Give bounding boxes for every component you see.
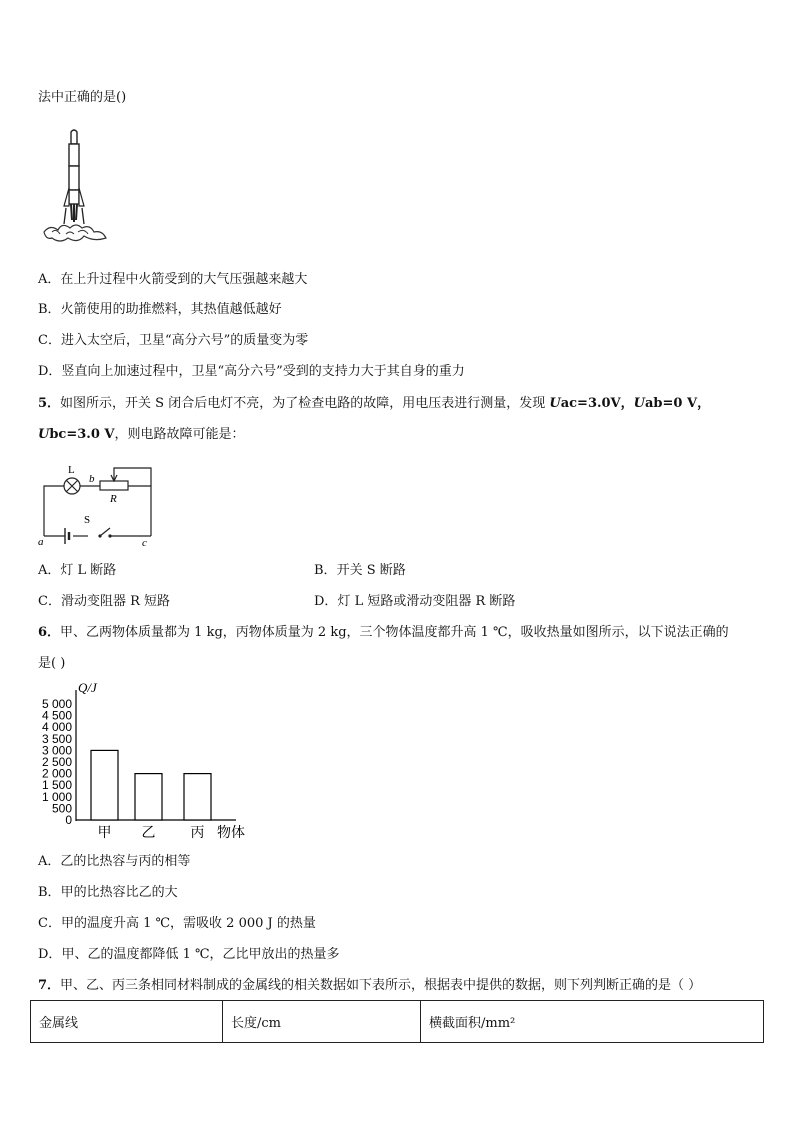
circuit-label-s: S xyxy=(84,514,91,526)
y-tick-label: 2 500 xyxy=(41,755,72,769)
x-axis-label: 物体 xyxy=(217,826,245,841)
circuit-diagram xyxy=(38,458,158,548)
bar xyxy=(91,750,118,820)
circuit-label-c: c xyxy=(142,537,147,548)
y-tick-label: 4 000 xyxy=(41,720,72,735)
q6-stem-line1: 6．甲、乙两物体质量都为 1 kg，丙物体质量为 2 kg，三个物体温度都升高 1 ℃，吸收热量如图所示，以下说法正确的 xyxy=(38,625,729,640)
metal-wire-table xyxy=(30,1000,764,1043)
q4-option-b: B．火箭使用的助推燃料，其热值越低越好 xyxy=(38,302,282,317)
q5-option-d: D．灯 L 短路或滑动变阻器 R 断路 xyxy=(314,594,516,609)
y-tick-label: 3 500 xyxy=(41,731,72,746)
y-tick-label: 500 xyxy=(51,801,72,816)
y-tick-label: 4 500 xyxy=(41,708,72,723)
y-tick-label: 2 000 xyxy=(41,766,72,781)
q7-stem: 7．甲、乙、丙三条相同材料制成的金属线的相关数据如下表所示，根据表中提供的数据，则下列判断正确的是（ ） xyxy=(38,978,702,993)
table-header-cell: 长度/cm xyxy=(223,1001,421,1043)
y-tick-label: 5 000 xyxy=(41,697,72,711)
q6-option-a: A．乙的比热容与丙的相等 xyxy=(38,854,191,869)
table-header-row xyxy=(31,1001,764,1043)
q5-option-a: A．灯 L 断路 xyxy=(38,563,117,578)
table-header-cell: 金属线 xyxy=(31,1001,223,1043)
q4-option-c: C．进入太空后，卫星“高分六号”的质量变为零 xyxy=(38,333,309,348)
q4-stem-tail: 法中正确的是() xyxy=(38,90,127,105)
q4-option-d: D．竖直向上加速过程中，卫星“高分六号”受到的支持力大于其自身的重力 xyxy=(38,364,465,379)
circuit-label-l: L xyxy=(68,464,75,476)
x-tick-label: 丙 xyxy=(190,826,205,841)
circuit-label-r: R xyxy=(110,493,117,505)
heat-bar-chart xyxy=(36,680,256,844)
y-tick-label: 3 000 xyxy=(41,743,72,758)
q4-option-a: A．在上升过程中火箭受到的大气压强越来越大 xyxy=(38,272,308,287)
y-tick-label: 1 000 xyxy=(41,789,72,804)
q6-stem-line2: 是( ) xyxy=(38,656,66,671)
rocket-illustration xyxy=(38,128,110,248)
q5-option-c: C．滑动变阻器 R 短路 xyxy=(38,594,171,609)
q5-stem-line1: 5．如图所示，开关 S 闭合后电灯不亮，为了检查电路的故障，用电压表进行测量，发现 Uac=3.0V，Uab=0 V， xyxy=(38,396,711,411)
circuit-label-b: b xyxy=(89,473,95,485)
table-header-cell: 横截面积/mm² xyxy=(421,1001,764,1043)
q5-option-b: B．开关 S 断路 xyxy=(314,563,406,578)
x-tick-label: 甲 xyxy=(97,826,112,841)
q6-number: 6． xyxy=(38,625,61,640)
q6-option-c: C．甲的温度升高 1 ℃，需吸收 2 000 J 的热量 xyxy=(38,916,316,931)
y-tick-label: 1 500 xyxy=(41,778,72,793)
q7-number: 7． xyxy=(38,978,61,993)
x-tick-label: 乙 xyxy=(141,826,156,841)
y-tick-label: 0 xyxy=(65,813,72,827)
q6-option-d: D．甲、乙的温度都降低 1 ℃，乙比甲放出的热量多 xyxy=(38,947,340,962)
bar xyxy=(184,774,211,820)
y-axis-label: Q/J xyxy=(78,680,97,695)
q6-option-b: B．甲的比热容比乙的大 xyxy=(38,885,178,900)
circuit-label-a: a xyxy=(38,536,44,548)
bar xyxy=(135,774,162,820)
q5-number: 5． xyxy=(38,396,61,411)
q5-stem-line2: Ubc=3.0 V，则电路故障可能是： xyxy=(38,427,245,442)
